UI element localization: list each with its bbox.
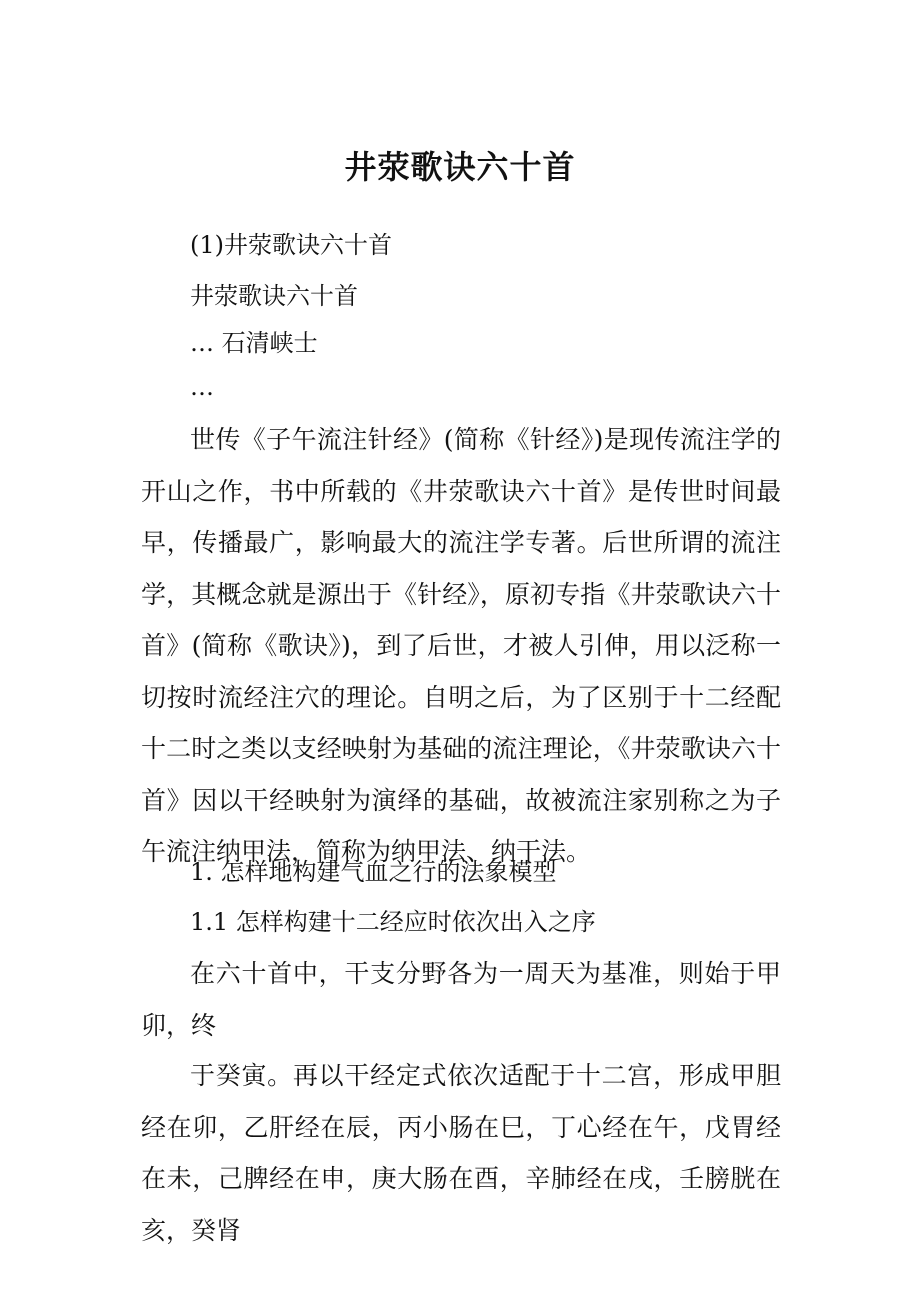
body-paragraph-3: 于癸寅。再以干经定式依次适配于十二宫，形成甲胆经在卯，乙肝经在辰，丙小肠在巳，丁心经在午，戊胃经在未，己脾经在申，庚大肠在酉，辛肺经在戌，壬膀胱在亥，癸肾: [141, 1061, 781, 1245]
document-title: 井荥歌诀六十首: [344, 148, 576, 186]
intro-paragraph: 世传《子午流注针经》(简称《针经》)是现传流注学的开山之作，书中所载的《井荥歌诀六十首》是传世时间最早，传播最广，影响最大的流注学专著。后世所谓的流注学，其概念就是源出于《针经》，原初专指《井荥歌诀六十首》(简称《歌诀》)，到了后世，才被人引伸，用以泛称一切按时流经注穴的理论。自明之后，为了区别于十二经配十二时之类以支经映射为基础的流注理论，《井荥歌诀六十首》因以干经映射为演绎的基础，故被流注家别称之为子午流注纳甲法，简称为纳甲法、纳干法。: [141, 425, 781, 866]
header-line-1: (1)井荥歌诀六十首: [190, 231, 392, 259]
body-paragraph-2: 在六十首中，干支分野各为一周天为基准，则始于甲卯，终: [141, 959, 781, 1040]
header-line-3: … 石清峡士: [190, 329, 318, 357]
header-line-2: 井荥歌诀六十首: [190, 282, 358, 310]
header-line-4: …: [190, 373, 214, 401]
section-heading-1-1: 1.1 怎样构建十二经应时依次出入之序: [190, 908, 596, 936]
section-heading-1: 1. 怎样地构建气血之行的法象模型: [190, 858, 557, 886]
